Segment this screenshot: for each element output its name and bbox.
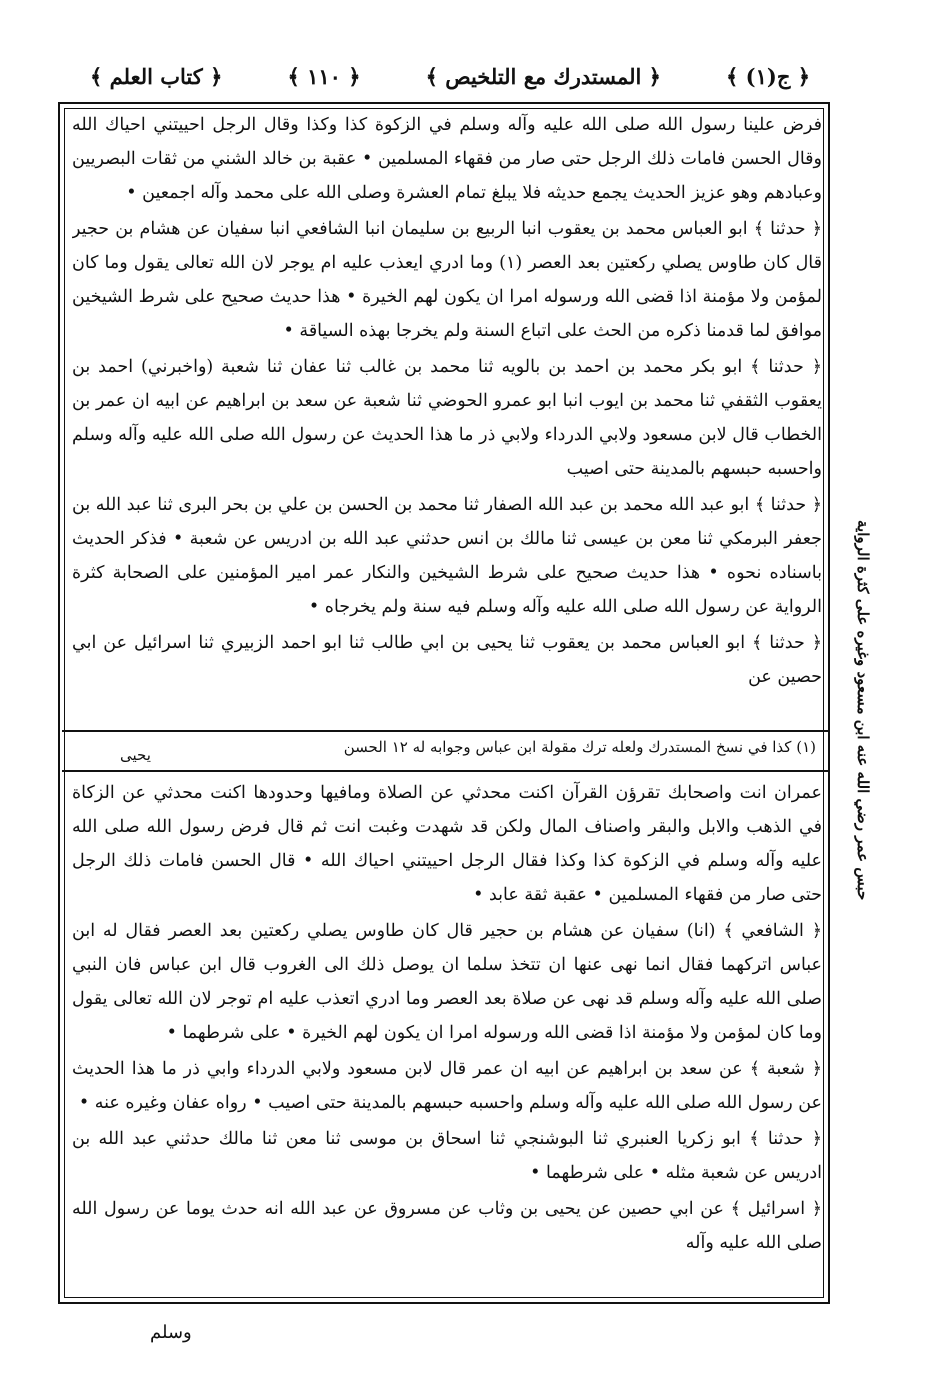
paragraph: ﴿ حدثنا ﴾ ابو العباس محمد بن يعقوب انبا الربيع بن سليمان انبا الشافعي انبا سفيان عن هشام بن حجير قال كان طاوس يصلي ركعتين بعد العصر (١) وما ادري ايعذب عليه ام يوجر لان الله تعالى يقول وما كان لمؤمن ولا مؤمنة اذا قضى الله ورسوله امرا ان يكون لهم الخيرة • هذا حديث صحيح على شرط الشيخين موافق لما قدمنا ذكره من الحث على اتباع السنة ولم يخرجا بهذه السياقة • bbox=[72, 219, 822, 341]
paragraph: ﴿ الشافعي ﴾ (انا) سفيان عن هشام بن حجير قال كان طاوس يصلي ركعتين بعد العصر فقال له ابن عباس اتركهما فقال انما نهى عنها ان تتخذ سلما ان يوصل ذلك الى الغروب قال ابن عباس فان النبي صلى الله عليه وآله وسلم قد نهى عن صلاة بعد العصر وما ادري اتعذب عليه ام توجر لان الله تعالى يقول وما كان لمؤمن ولا مؤمنة اذا قضى الله ورسوله امرا ان يكون لهم الخيرة • على شرطهما • bbox=[72, 921, 822, 1043]
lower-text-block bbox=[72, 776, 822, 1296]
paragraph: ﴿ حدثنا ﴾ ابو بكر محمد بن احمد بن بالويه ثنا محمد بن غالب ثنا عفان ثنا شعبة (واخبرني) احمد بن يعقوب الثقفي ثنا محمد بن ايوب انبا ابو عمرو الحوضي ثنا شعبة عن سعد بن ابراهيم عن ابيه ان عمر بن الخطاب قال لابن مسعود ولابي الدرداء ولابي ذر ما هذا الحديث عن رسول الله صلى الله عليه وآله وسلم واحسبه حبسهم بالمدينة حتى اصيب bbox=[72, 357, 822, 479]
paragraph: ﴿ اسرائيل ﴾ عن ابي حصين عن يحيى بن وثاب عن مسروق عن عبد الله انه حدث يوما عن رسول الله صلى الله عليه وآله bbox=[72, 1199, 822, 1253]
footnote bbox=[80, 734, 816, 764]
page-header bbox=[90, 58, 810, 94]
paragraph: ﴿ حدثنا ﴾ ابو زكريا العنبري ثنا البوشنجي ثنا اسحاق بن موسى ثنا معن ثنا مالك حدثني عبد الله بن ادريس عن شعبة مثله • على شرطهما • bbox=[72, 1129, 822, 1183]
paragraph: عمران انت واصحابك تقرؤن القرآن اكنت محدثي عن الصلاة ومافيها وحدودها اكنت محدثي عن الزكاة في الذهب والابل والبقر واصناف المال ولكن قد شهدت وغبت انت ثم قال فرض رسول الله صلى الله عليه وآله وسلم في الزكوة كذا وكذا فقال الرجل احييتني احياك الله • قال الحسن فامات ذلك الرجل حتى صار من فقهاء المسلمين • عقبة ثقة عابد • bbox=[72, 783, 822, 905]
page-catchword: وسلم bbox=[150, 1322, 192, 1343]
section-title: ﴿ كتاب العلم ﴾ bbox=[90, 63, 223, 89]
volume-label: ﴿ ج(١) ﴾ bbox=[726, 63, 810, 89]
paragraph: ﴿ حدثنا ﴾ ابو عبد الله محمد بن عبد الله الصفار ثنا محمد بن الحسن بن علي بن بحر البرى ثنا عبد الله بن جعفر البرمكي ثنا معن بن عيسى ثنا مالك بن انس حدثني عبد الله بن ادريس عن شعبة • فذكر الحديث باسناده نحوه • هذا حديث صحيح على شرط الشيخين والنكار عمر امير المؤمنين على الصحابة كثرة الرواية عن رسول الله صلى الله عليه وآله وسلم فيه سنة ولم يخرجاه • bbox=[72, 495, 822, 617]
paragraph: ﴿ حدثنا ﴾ ابو العباس محمد بن يعقوب ثنا يحيى بن ابي طالب ثنا ابو احمد الزبيري ثنا اسرائيل عن ابي حصين عن bbox=[72, 633, 822, 687]
footnote-catchword: يحيى bbox=[120, 746, 151, 764]
paragraph: ﴿ شعبة ﴾ عن سعد بن ابراهيم عن ابيه ان عمر قال لابن مسعود ولابي الدرداء وابي ذر ما هذا الحديث عن رسول الله صلى الله عليه وآله وسلم واحسبه حبسهم بالمدينة حتى اصيب • رواه عفان وغيره عنه • bbox=[72, 1059, 822, 1113]
divider bbox=[62, 770, 828, 772]
footnote-text: (١) كذا في نسخ المستدرك ولعله ترك مقولة ابن عباس وجوابه له ١٢ الحسن bbox=[343, 738, 816, 756]
upper-text-block bbox=[72, 108, 822, 728]
page-number: ﴿ ١١٠ ﴾ bbox=[287, 63, 361, 89]
book-title: ﴿ المستدرك مع التلخيص ﴾ bbox=[425, 63, 661, 89]
paragraph: فرض علينا رسول الله صلى الله عليه وآله وسلم في الزكوة كذا وكذا وقال الرجل احييتني احياك الله وقال الحسن فامات ذلك الرجل حتى صار من فقهاء المسلمين • عقبة بن خالد الشني من ثقات البصريين وعبادهم وهو عزيز الحديث يجمع حديثه فلا يبلغ تمام العشرة وصلى الله على محمد وآله اجمعين • bbox=[72, 115, 822, 203]
divider bbox=[62, 730, 828, 732]
margin-note: حبس عمر رضي الله عنه ابن مسعود وغيره على كثرة الرواية bbox=[854, 519, 872, 900]
